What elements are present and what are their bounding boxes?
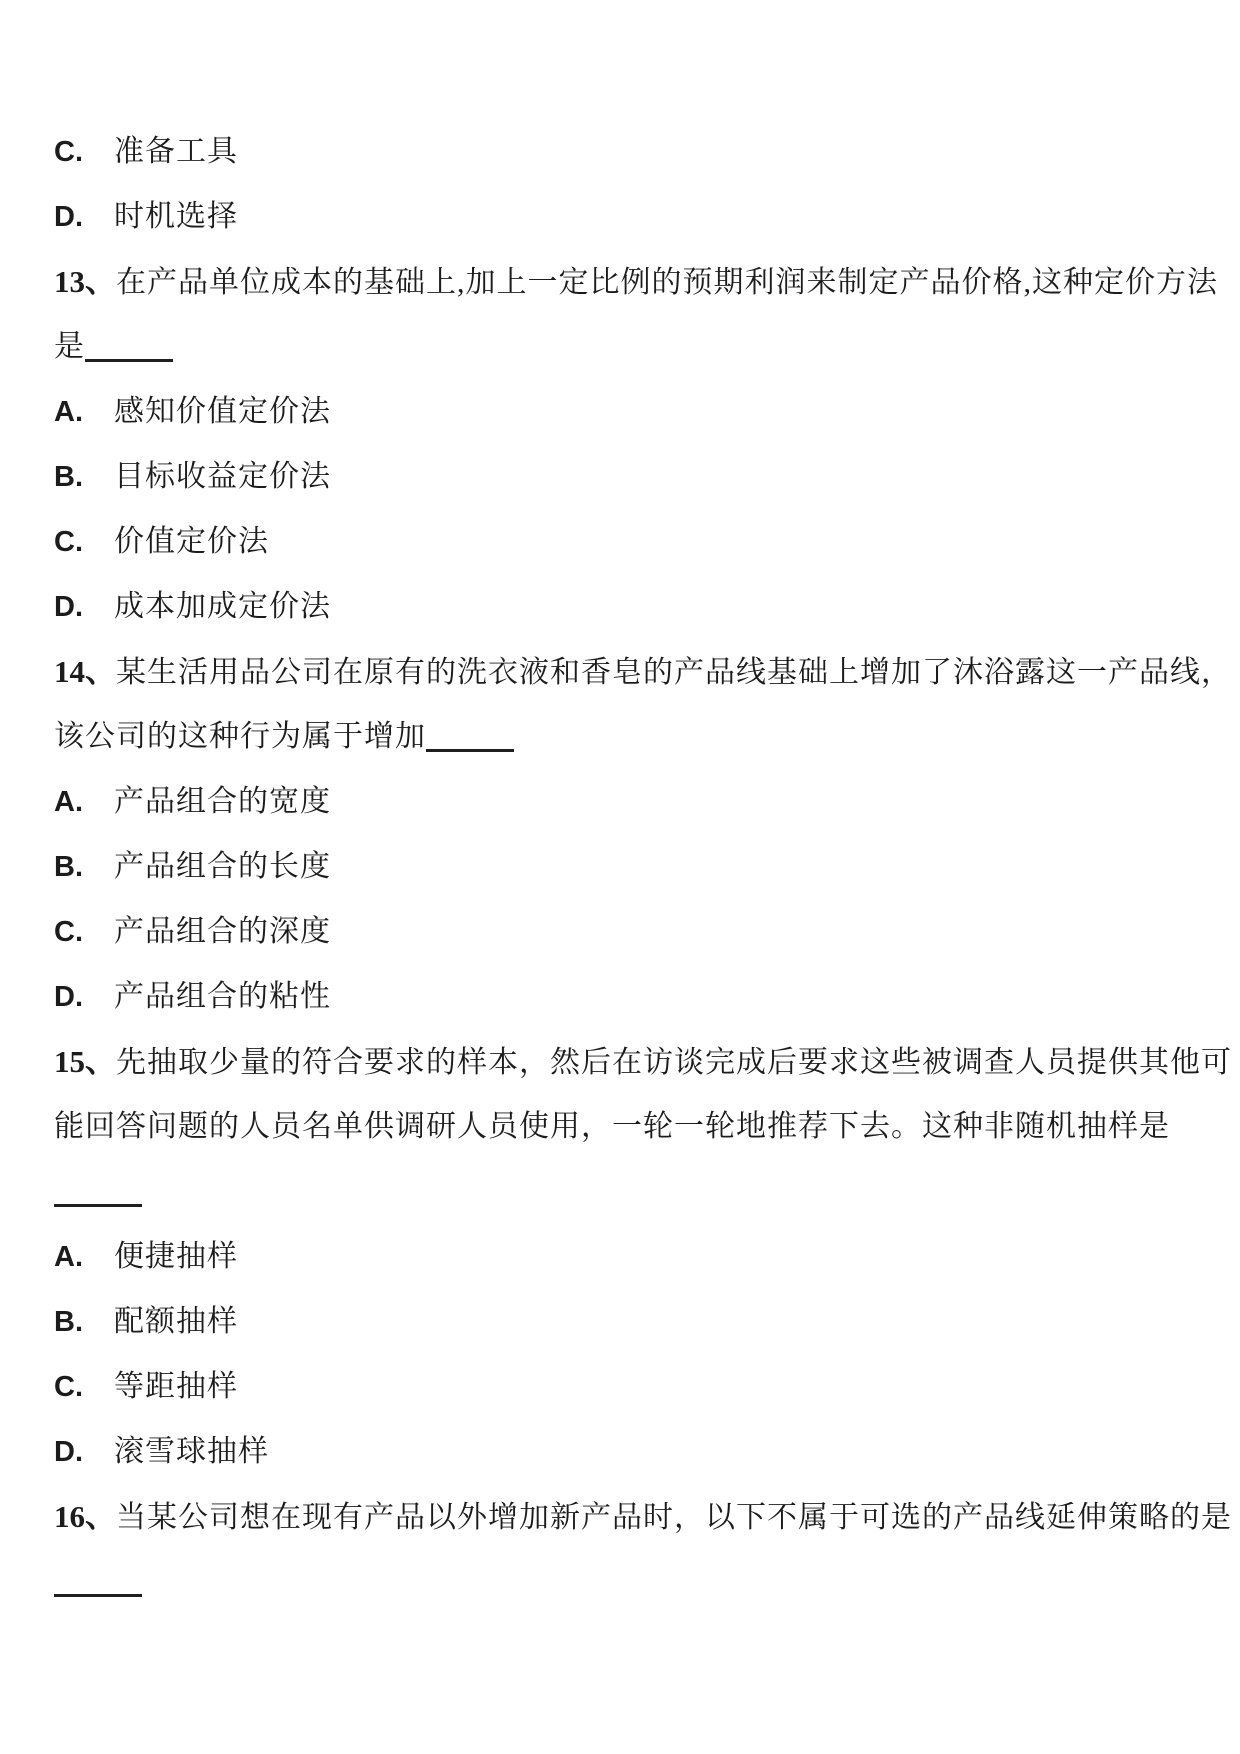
- option-label: C.: [54, 916, 83, 948]
- question-13-option-b: [54, 444, 1206, 509]
- question-14-option-a: [54, 769, 1206, 834]
- option-text: 产品组合的深度: [114, 915, 331, 948]
- question-14-option-c: [54, 899, 1206, 964]
- question-stem-text: 是: [54, 330, 85, 363]
- option-label: C.: [54, 1371, 83, 1403]
- question-15-stem-line-2: [54, 1094, 1206, 1159]
- question-stem-text: 该公司的这种行为属于增加: [54, 720, 426, 753]
- question-15-stem-line-1: [54, 1029, 1232, 1094]
- question-14-option-b: [54, 834, 1206, 899]
- option-text: 便捷抽样: [114, 1240, 238, 1273]
- question-14-option-d: [54, 964, 1206, 1029]
- answer-blank: [54, 1192, 142, 1207]
- option-label: C.: [54, 136, 83, 168]
- question-13-stem-line-2: [54, 314, 1206, 379]
- question-stem-text: 在产品单位成本的基础上,加上一定比例的预期利润来制定产品价格,这种定价方法: [116, 266, 1218, 299]
- question-number: 16、: [54, 1499, 116, 1534]
- option-text: 配额抽样: [114, 1305, 238, 1338]
- option-label: B.: [54, 461, 83, 493]
- answer-blank: [426, 737, 514, 752]
- option-label: D.: [54, 981, 83, 1013]
- question-12-option-d: [54, 184, 1206, 249]
- option-text: 价值定价法: [114, 525, 269, 558]
- question-13-option-c: [54, 509, 1206, 574]
- question-stem-text: 能回答问题的人员名单供调研人员使用，一轮一轮地推荐下去。这种非随机抽样是: [54, 1110, 1170, 1143]
- option-label: D.: [54, 591, 83, 623]
- answer-blank: [85, 347, 173, 362]
- option-text: 等距抽样: [114, 1370, 238, 1403]
- option-label: A.: [54, 786, 83, 818]
- question-15-option-d: [54, 1419, 1206, 1484]
- question-number: 13、: [54, 264, 116, 299]
- question-number: 15、: [54, 1044, 116, 1079]
- question-13-stem-line-1: [54, 249, 1218, 314]
- answer-blank: [54, 1582, 142, 1597]
- option-text: 准备工具: [114, 135, 238, 168]
- question-stem-text: 先抽取少量的符合要求的样本，然后在访谈完成后要求这些被调查人员提供其他可: [116, 1046, 1232, 1079]
- question-15-option-b: [54, 1289, 1206, 1354]
- option-text: 目标收益定价法: [114, 460, 331, 493]
- question-14-stem-line-2: [54, 704, 1206, 769]
- option-label: D.: [54, 201, 83, 233]
- option-label: D.: [54, 1436, 83, 1468]
- question-13-option-d: [54, 574, 1206, 639]
- question-13-option-a: [54, 379, 1206, 444]
- question-14-stem-line-1: [54, 639, 1232, 704]
- option-label: B.: [54, 1306, 83, 1338]
- question-stem-text: 某生活用品公司在原有的洗衣液和香皂的产品线基础上增加了沐浴露这一产品线，: [116, 656, 1232, 689]
- option-text: 时机选择: [114, 200, 238, 233]
- option-text: 感知价值定价法: [114, 395, 331, 428]
- option-label: C.: [54, 526, 83, 558]
- question-number: 14、: [54, 654, 116, 689]
- question-15-blank-line: [54, 1159, 1206, 1224]
- question-16-stem-line-1: [54, 1484, 1232, 1549]
- question-12-option-c: [54, 119, 1206, 184]
- option-text: 产品组合的长度: [114, 850, 331, 883]
- option-label: A.: [54, 396, 83, 428]
- option-text: 产品组合的粘性: [114, 980, 331, 1013]
- option-label: B.: [54, 851, 83, 883]
- option-text: 滚雪球抽样: [114, 1435, 269, 1468]
- question-15-option-a: [54, 1224, 1206, 1289]
- option-text: 成本加成定价法: [114, 590, 331, 623]
- option-label: A.: [54, 1241, 83, 1273]
- option-text: 产品组合的宽度: [114, 785, 331, 818]
- question-16-blank-line: [54, 1549, 1206, 1614]
- question-15-option-c: [54, 1354, 1206, 1419]
- question-stem-text: 当某公司想在现有产品以外增加新产品时，以下不属于可选的产品线延伸策略的是: [116, 1501, 1232, 1534]
